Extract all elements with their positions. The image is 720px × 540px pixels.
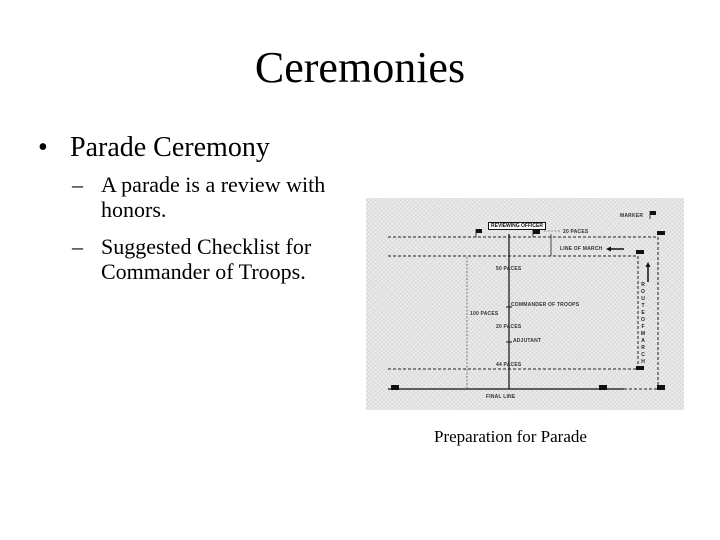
marker-label: MARKER bbox=[620, 213, 644, 219]
final-line-label: FINAL LINE bbox=[486, 394, 516, 400]
sub-bullet-text: A parade is a review with honors. bbox=[101, 172, 326, 222]
parade-diagram bbox=[366, 198, 684, 410]
bullet-marker: • bbox=[38, 132, 48, 163]
commander-of-troops-label: COMMANDER OF TROOPS bbox=[511, 302, 580, 308]
paces-20-top-label: 20 PACES bbox=[563, 229, 589, 235]
paces-44-label: 44 PACES bbox=[496, 362, 522, 368]
dash-marker: – bbox=[72, 234, 83, 259]
dash-marker: – bbox=[72, 172, 83, 197]
slide-title: Ceremonies bbox=[254, 43, 466, 92]
route-of-march-label: ROUTE OF MARCH bbox=[640, 282, 646, 365]
figure-caption: Preparation for Parade bbox=[434, 427, 587, 446]
adjutant-label: ADJUTANT bbox=[513, 338, 542, 344]
sub-bullet-text: Suggested Checklist for Commander of Troops. bbox=[101, 234, 312, 284]
paces-50-label: 50 PACES bbox=[496, 266, 522, 272]
reviewing-officer-box: REVIEWING OFFICER bbox=[488, 222, 546, 230]
line-of-march-label: LINE OF MARCH bbox=[560, 246, 603, 252]
bullet-text: Parade Ceremony bbox=[70, 132, 270, 163]
paces-100-label: 100 PACES bbox=[470, 311, 499, 317]
paces-20-mid-label: 20 PACES bbox=[496, 324, 522, 330]
